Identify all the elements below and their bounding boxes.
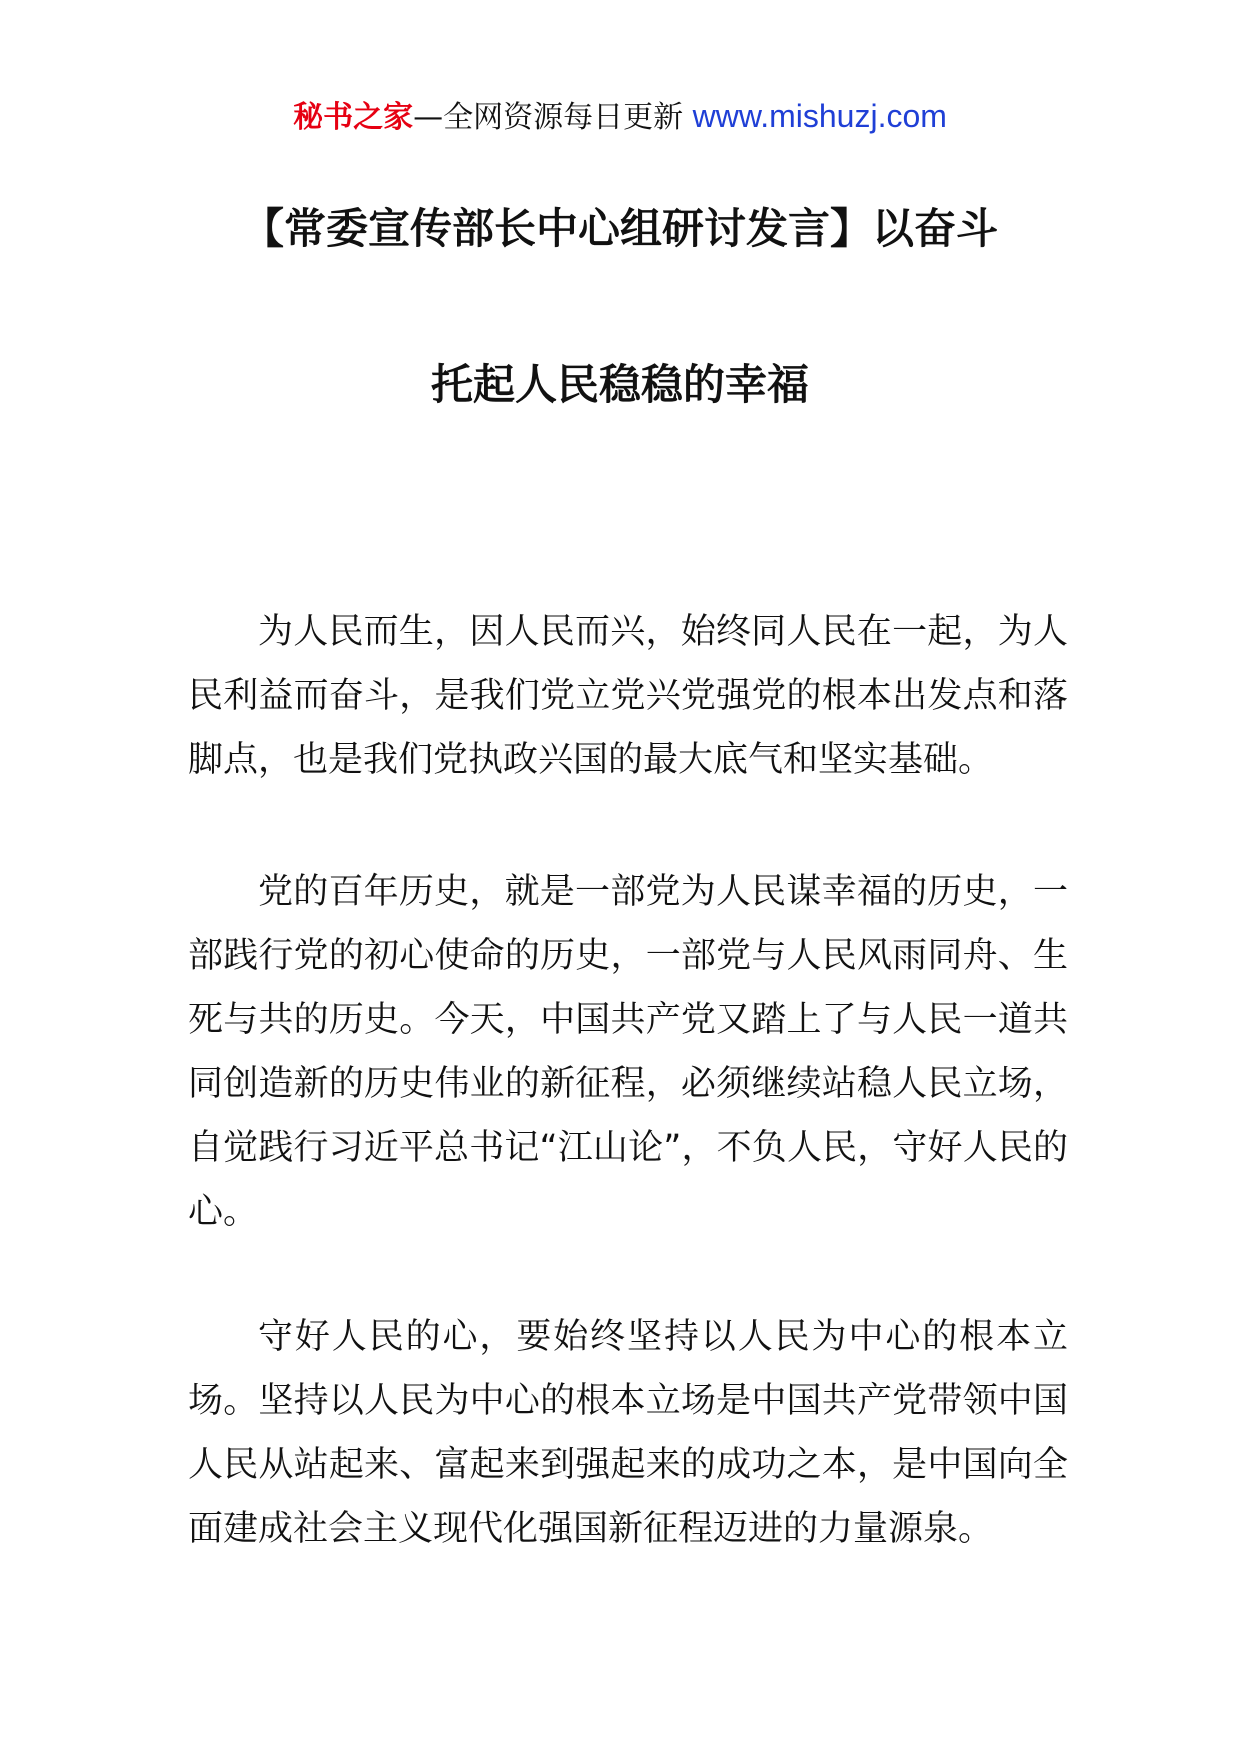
document-title-line-1: 【常委宣传部长中心组研讨发言】以奋斗 bbox=[241, 204, 998, 253]
header-slogan: —全网资源每日更新 bbox=[413, 100, 684, 135]
site-url-link[interactable]: www.mishuzj.com bbox=[692, 98, 947, 134]
brand-name: 秘书之家 bbox=[293, 100, 414, 135]
site-header bbox=[0, 96, 1240, 138]
body-paragraph-1: 为人民而生，因人民而兴，始终同人民在一起，为人民利益而奋斗，是我们党立党兴党强党的根本出发点和落脚点，也是我们党执政兴国的最大底气和坚实基础。 bbox=[188, 612, 1068, 780]
body-paragraph-3: 守好人民的心，要始终坚持以人民为中心的根本立场。坚持以人民为中心的根本立场是中国共产党带领中国人民从站起来、富起来到强起来的成功之本，是中国向全面建成社会主义现代化强国新征程迈进的力量源泉。 bbox=[188, 1317, 1068, 1549]
body-paragraph-2: 党的百年历史，就是一部党为人民谋幸福的历史，一部践行党的初心使命的历史，一部党与人民风雨同舟、生死与共的历史。今天，中国共产党又踏上了与人民一道共同创造新的历史伟业的新征程，必须继续站稳人民立场，自觉践行习近平总书记“江山论”，不负人民，守好人民的心。 bbox=[188, 872, 1068, 1232]
document-title-line-2: 托起人民稳稳的幸福 bbox=[430, 360, 809, 409]
